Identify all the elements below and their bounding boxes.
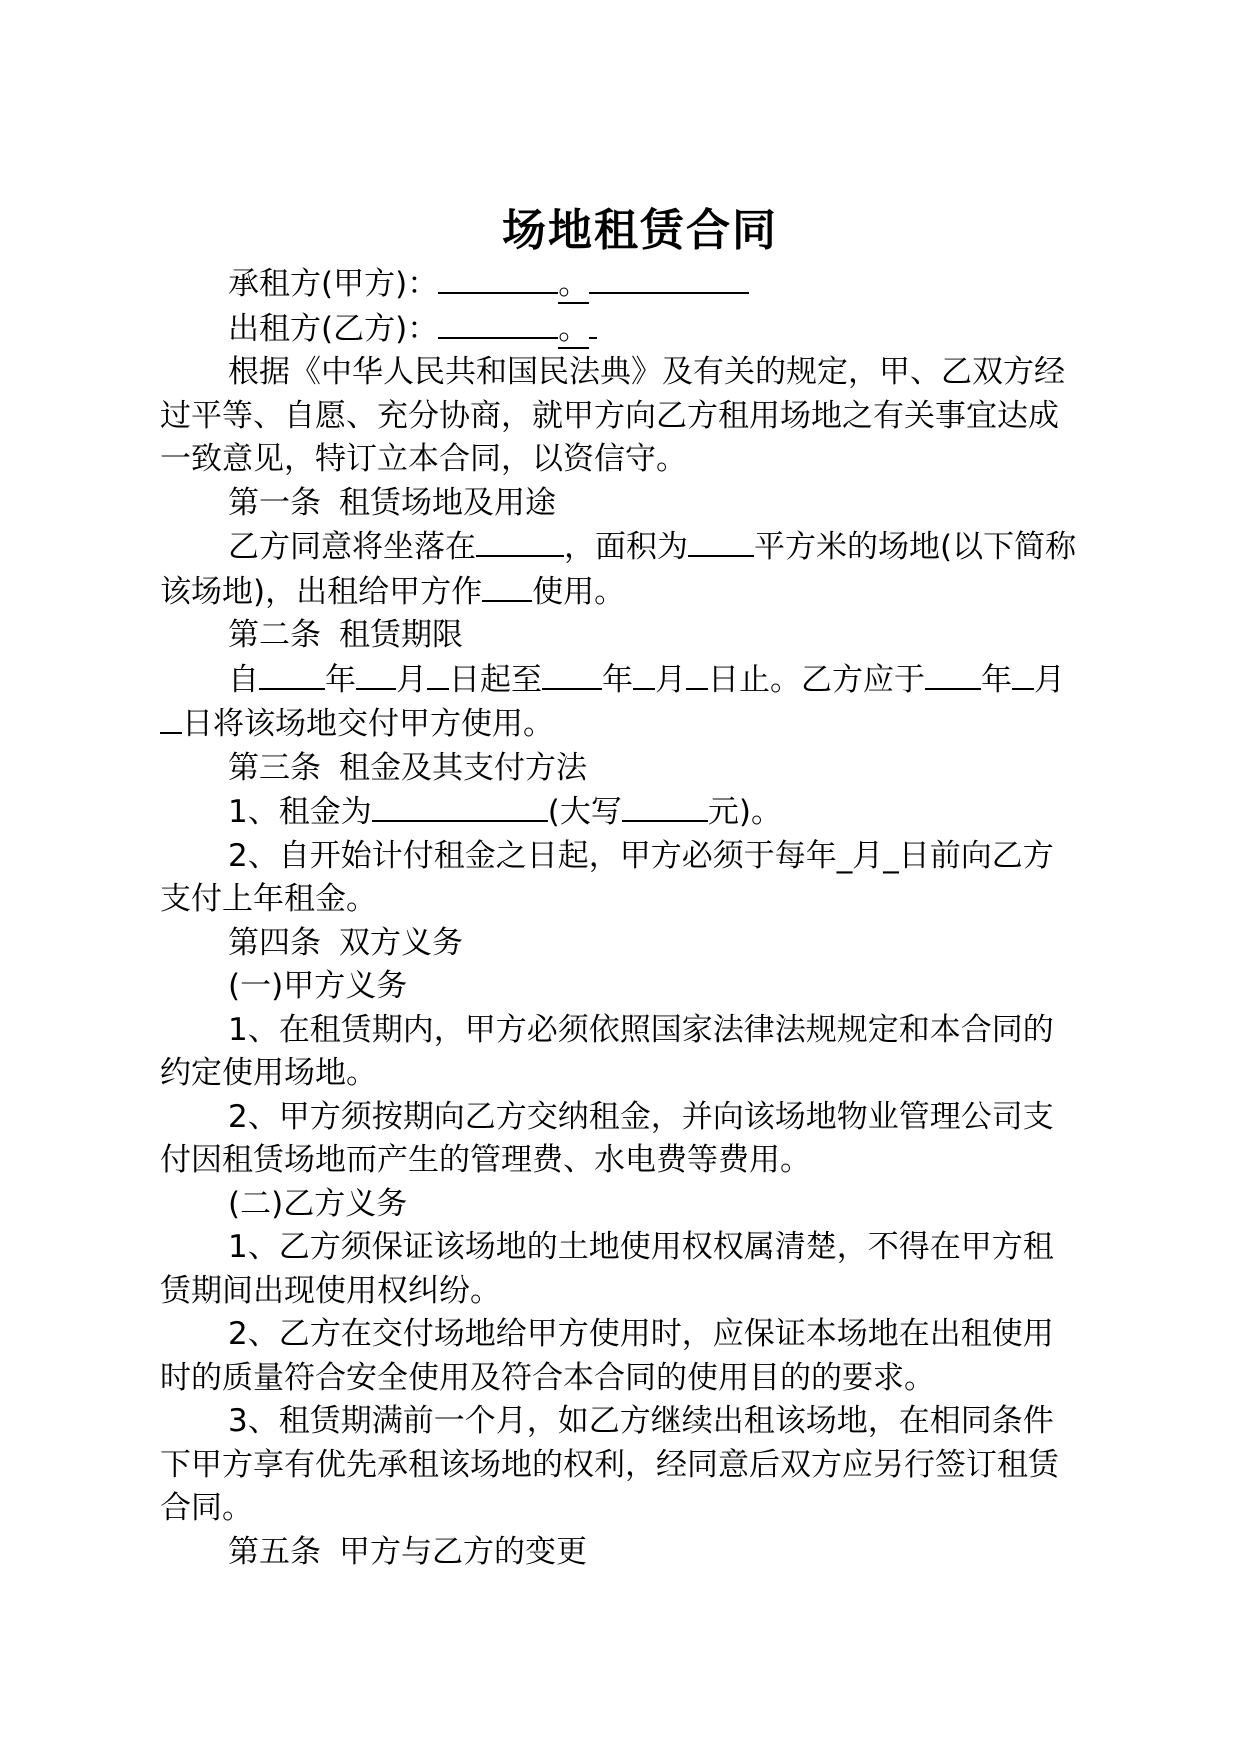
article-3-item-1	[160, 790, 1080, 835]
article-1-number: 第一条	[228, 484, 321, 521]
art2-stop: 日止。乙方应于	[708, 661, 925, 698]
art3-2-text-a: 2、自开始计付租金之日起，甲方必须于每年	[228, 837, 837, 874]
lessor-blank-2	[589, 307, 597, 339]
art2-year-3: 年	[981, 661, 1012, 698]
article-3-number: 第三条	[228, 749, 321, 786]
lessee-blank-2	[589, 262, 749, 294]
lessor-label: 出租方(乙方)：	[228, 310, 439, 347]
art2-until: 日起至	[449, 661, 542, 698]
deliver-month-blank	[1012, 658, 1034, 690]
party-b-duty-1: 1、乙方须保证该场地的土地使用权权属清楚，不得在甲方租赁期间出现使用权纠纷。	[160, 1229, 1054, 1309]
intro-paragraph: 根据《中华人民共和国民法典》及有关的规定，甲、乙双方经过平等、自愿、充分协商，就甲方向乙方租用场地之有关事宜达成一致意见，特订立本合同，以资信守。	[160, 354, 1065, 477]
party-a-duty-1: 1、在租赁期内，甲方必须依照国家法律法规规定和本合同的约定使用场地。	[160, 1011, 1054, 1091]
section-party-b-duties: (二)乙方义务	[228, 1185, 408, 1222]
contract-page	[160, 200, 1080, 1574]
end-day-blank	[686, 658, 708, 690]
article-5-name: 甲方与乙方的变更	[339, 1533, 587, 1570]
article-2-paragraph	[160, 658, 1080, 747]
location-blank	[476, 525, 564, 557]
art3-1-text-b: (大写	[547, 794, 622, 830]
art1-text-1: 乙方同意将坐落在	[228, 529, 476, 565]
rent-capital-blank	[622, 790, 708, 822]
rent-amount-blank	[372, 790, 548, 822]
start-year-blank	[259, 658, 325, 690]
end-month-blank	[633, 658, 655, 690]
art2-month-2: 月	[655, 661, 686, 698]
art2-from: 自	[228, 661, 259, 698]
article-1-name: 租赁场地及用途	[339, 484, 556, 521]
article-5-number: 第五条	[228, 1533, 321, 1570]
art2-year-1: 年	[325, 661, 356, 698]
pay-month-blank: _	[836, 837, 853, 874]
article-4-name: 双方义务	[339, 924, 463, 961]
lessee-line	[160, 262, 1080, 307]
start-month-blank	[356, 658, 396, 690]
article-4-heading	[160, 922, 1080, 966]
art3-2-text-e: 日前向乙方支付上年租金。	[160, 837, 1054, 917]
art2-year-2: 年	[602, 661, 633, 698]
article-3-heading	[160, 747, 1080, 791]
lessee-period: 。	[558, 266, 590, 302]
lessor-line	[160, 307, 1080, 352]
pay-day-blank: _	[883, 837, 899, 874]
lessor-blank	[438, 307, 558, 339]
start-day-blank	[427, 658, 449, 690]
party-a-duty-2: 2、甲方须按期向乙方交纳租金，并向该场地物业管理公司支付因租赁场地而产生的管理费、水电费等费用。	[160, 1098, 1054, 1178]
document-title: 场地租赁合同	[502, 205, 778, 256]
article-3-name: 租金及其支付方法	[339, 749, 587, 786]
art3-1-text-c: 元)。	[707, 794, 782, 830]
party-b-duty-2: 2、乙方在交付场地给甲方使用时，应保证本场地在出租使用时的质量符合安全使用及符合本合同的使用目的的要求。	[160, 1316, 1054, 1396]
article-1-paragraph	[160, 525, 1080, 614]
area-blank	[688, 525, 754, 557]
usage-blank	[482, 570, 532, 602]
art2-month-3: 月	[1034, 661, 1065, 698]
art2-month-1: 月	[396, 661, 427, 698]
article-4-number: 第四条	[228, 924, 321, 961]
article-2-number: 第二条	[228, 617, 321, 653]
art3-2-month: 月	[852, 837, 884, 874]
lessee-blank	[438, 262, 558, 294]
article-2-heading	[160, 614, 1080, 658]
deliver-day-blank	[160, 702, 182, 734]
article-1-heading	[160, 482, 1080, 526]
art3-1-text-a: 1、租金为	[228, 794, 372, 830]
art2-end: 日将该场地交付甲方使用。	[182, 706, 554, 742]
art1-text-4: 使用。	[532, 573, 626, 610]
party-b-duty-3: 3、租赁期满前一个月，如乙方继续出租该场地，在相同条件下甲方享有优先承租该场地的权利，经同意后双方应另行签订租赁合同。	[160, 1403, 1059, 1526]
article-3-item-2	[160, 835, 1080, 922]
section-party-a-duties: (一)甲方义务	[228, 968, 408, 1004]
lessee-label: 承租方(甲方)：	[228, 266, 439, 302]
deliver-year-blank	[925, 658, 981, 690]
art1-text-3: 平方米的场地(以下简称该场地)，出租给甲方作	[160, 529, 1077, 610]
article-5-heading	[160, 1531, 1080, 1575]
end-year-blank	[542, 658, 602, 690]
lessor-period: 。	[558, 310, 590, 347]
art1-text-2: ，面积为	[564, 529, 688, 565]
article-2-name: 租赁期限	[339, 617, 463, 653]
